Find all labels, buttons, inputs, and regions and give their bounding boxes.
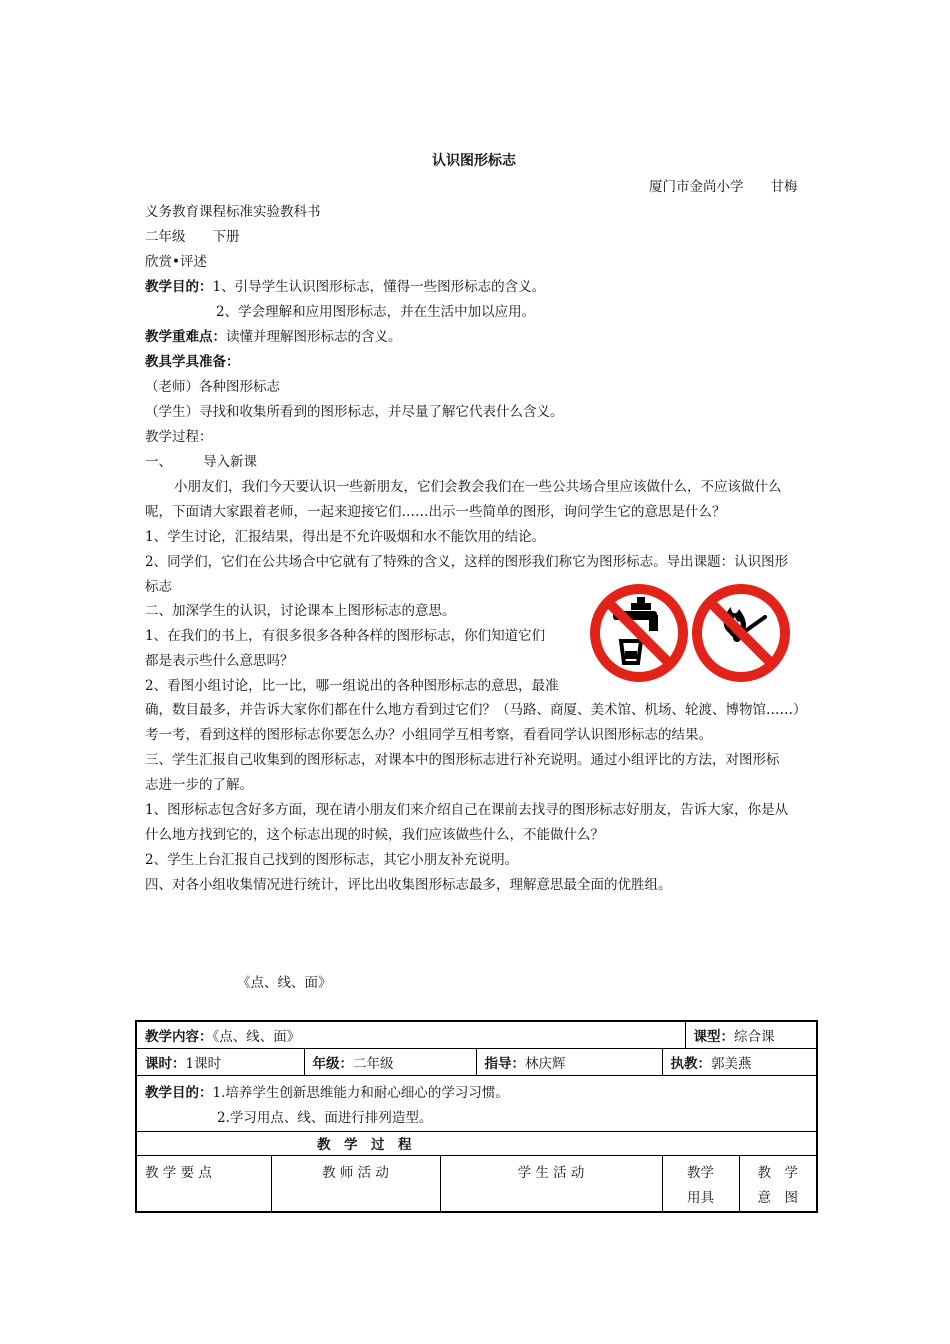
guide-label: 指导：: [484, 1055, 525, 1072]
table-row-process-header: [136, 1131, 817, 1155]
paragraph-10: 2、学生上台汇报自己找到的图形标志，其它小朋友补充说明。: [145, 852, 519, 868]
process-header: 教 学 过 程: [136, 1131, 817, 1155]
table-goal-1: 1.培养学生创新思维能力和耐心细心的学习习惯。: [212, 1084, 509, 1101]
author-line: 厦门市金尚小学 甘梅: [649, 179, 798, 195]
step1-number: 一、: [145, 454, 172, 470]
key-point-line: [145, 328, 402, 346]
grade-value: 二年级: [353, 1055, 394, 1072]
paragraph-1b: 呢，下面请大家跟着老师，一起来迎接它们……出示一些简单的图形，询问学生它的意思是什么？: [145, 504, 726, 520]
goal-line-1: [145, 278, 545, 296]
type-label: 课型：: [693, 1028, 735, 1045]
textbook-name: 义务教育课程标准实验教科书: [145, 204, 321, 220]
paragraph-8a: 三、学生汇报自己收集到的图形标志，对课本中的图形标志进行补充说明。通过小组评比的方法，对图形标: [145, 752, 780, 768]
column-student-activity: 学 生 活 动: [440, 1155, 662, 1212]
prep-label: 教具学具准备：: [145, 354, 240, 370]
column-teacher-activity: 教 师 活 动: [271, 1155, 440, 1212]
paragraph-9b: 什么地方找到它的，这个标志出现的时候，我们应该做些什么，不能做什么？: [145, 827, 604, 843]
column-intent-line-1: 教 学: [757, 1164, 799, 1181]
page-title: 认识图形标志: [432, 153, 516, 169]
process-label: 教学过程：: [145, 429, 213, 445]
table-goal-line-1: [145, 1081, 808, 1106]
paragraph-11: 四、对各小组收集情况进行统计，评比出收集图形标志最多，理解意思最全面的优胜组。: [145, 877, 672, 893]
hours-value: 1课时: [185, 1055, 222, 1072]
teacher-cell: [662, 1048, 817, 1075]
table-goal-2: 2.学习用点、线、面进行排列造型。: [217, 1109, 433, 1126]
column-intent-line-2: 意 图: [757, 1189, 799, 1206]
table-row-goal: [136, 1075, 817, 1131]
paragraph-6a: 2、看图小组讨论，比一比，哪一组说出的各种图形标志的意思，最准: [145, 678, 559, 694]
step1-title: 导入新课: [203, 454, 257, 470]
table-row-columns: [136, 1155, 817, 1212]
sign-images: [589, 583, 797, 683]
paragraph-1a: 小朋友们，我们今天要认识一些新朋友，它们会教会我们在一些公共场合里应该做什么，不应该做什么: [174, 479, 782, 495]
table-row-info: [136, 1048, 817, 1075]
paragraph-7: 考一考，看到这样的图形标志你要怎么办？小组同学互相考察，看看同学认识图形标志的结果。: [145, 727, 712, 743]
paragraph-3b: 标志: [145, 579, 172, 595]
paragraph-8b: 志进一步的了解。: [145, 777, 253, 793]
teacher-label: 执教：: [670, 1055, 711, 1072]
guide-value: 林庆辉: [525, 1055, 566, 1072]
paragraph-5a: 1、在我们的书上，有很多很多各种各样的图形标志，你们知道它们: [145, 628, 546, 644]
content-label: 教学内容：: [145, 1028, 213, 1045]
column-intent: [739, 1155, 817, 1212]
type-value: 综合课: [734, 1028, 775, 1045]
lesson-plan-table: [135, 1020, 818, 1213]
column-tools-line-1: 教学: [687, 1164, 715, 1181]
paragraph-4: 二、加深学生的认识，讨论课本上图形标志的意思。: [145, 603, 456, 619]
goal-label: 教学目的：: [145, 279, 213, 295]
goal-cell: [136, 1075, 817, 1131]
key-point-text: 读懂并理解图形标志的含义。: [226, 329, 402, 345]
prep-teacher: （老师）各种图形标志: [145, 379, 280, 395]
content-cell: [136, 1021, 685, 1048]
hours-cell: [136, 1048, 304, 1075]
lesson-category: 欣赏•评述: [145, 254, 207, 270]
grade-label: 年级：: [312, 1055, 353, 1072]
paragraph-5b: 都是表示些什么意思吗？: [145, 653, 294, 669]
teacher-value: 郭美燕: [711, 1055, 752, 1072]
prep-student: （学生）寻找和收集所看到的图形标志，并尽量了解它代表什么含义。: [145, 404, 564, 420]
second-lesson-title: 《点、线、面》: [237, 975, 332, 991]
grade-cell: [304, 1048, 476, 1075]
column-tools-line-2: 用具: [687, 1189, 715, 1206]
column-tools: [662, 1155, 739, 1212]
grade-volume: 二年级 下册: [145, 229, 240, 245]
goal-text-1: 1、引导学生认识图形标志，懂得一些图形标志的含义。: [212, 279, 546, 295]
table-goal-label: 教学目的：: [145, 1084, 213, 1101]
hours-label: 课时：: [145, 1055, 186, 1072]
no-open-flame-icon: [589, 583, 797, 683]
paragraph-9a: 1、图形标志包含好多方面，现在请小朋友们来介绍自己在课前去找寻的图形标志好朋友，告诉大家，你是从: [145, 802, 789, 818]
goal-line-2: 2、学会理解和应用图形标志，并在生活中加以应用。: [216, 304, 536, 320]
paragraph-6b: 确，数目最多，并告诉大家你们都在什么地方看到过它们？（马路、商厦、美术馆、机场、轮渡、博物馆……）: [145, 702, 807, 718]
key-point-label: 教学重难点：: [145, 329, 226, 345]
type-cell: [685, 1021, 817, 1048]
paragraph-2: 1、学生讨论，汇报结果，得出是不允许吸烟和水不能饮用的结论。: [145, 529, 546, 545]
paragraph-3a: 2、同学们，它们在公共场合中它就有了特殊的含义，这样的图形我们称它为图形标志。导出课题：认识图形: [145, 554, 789, 570]
column-points: 教 学 要 点: [136, 1155, 271, 1212]
content-value: 《点、线、面》: [212, 1028, 301, 1045]
table-row-content: [136, 1021, 817, 1048]
guide-cell: [476, 1048, 662, 1075]
